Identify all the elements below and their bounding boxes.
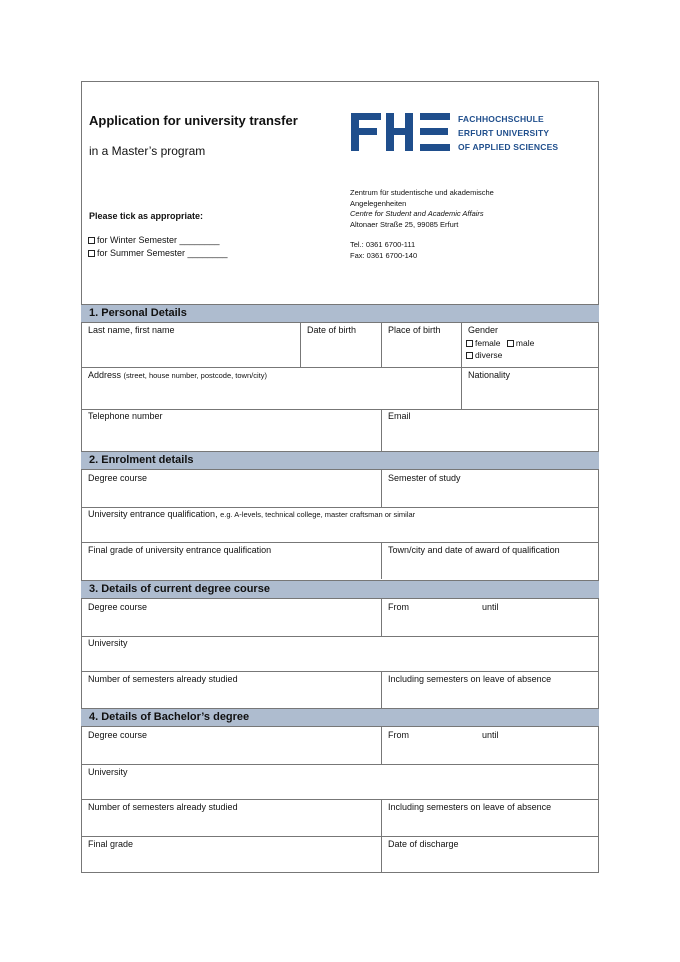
logo-line2: ERFURT UNIVERSITY	[458, 128, 550, 138]
logo-line1: FACHHOCHSCHULE	[458, 114, 544, 124]
label-address	[88, 370, 267, 380]
row-divider	[81, 636, 599, 637]
label-leave-semesters: Including semesters on leave of absence	[388, 802, 552, 812]
summer-label: for Summer Semester ________	[97, 248, 228, 258]
label-gender: Gender	[468, 325, 499, 335]
address-hint: (street, house number, postcode, town/city)	[123, 371, 267, 380]
row-divider	[81, 542, 599, 543]
office-tel: Tel.: 0361 6700-111	[350, 240, 416, 249]
diverse-label: diverse	[475, 350, 503, 360]
entrance-hint: e.g. A-levels, technical college, master craftsman or similar	[220, 510, 416, 519]
label-leave-semesters: Including semesters on leave of absence	[388, 674, 552, 684]
address-label: Address	[88, 370, 122, 380]
row-divider	[81, 409, 599, 410]
divider	[381, 671, 382, 708]
divider	[381, 727, 382, 764]
summer-checkbox[interactable]	[88, 250, 95, 257]
female-checkbox[interactable]	[466, 340, 473, 347]
label-degree-course: Degree course	[88, 730, 148, 740]
office-line2: Angelegenheiten	[350, 198, 407, 208]
label-pob: Place of birth	[388, 325, 441, 335]
label-from: From	[388, 730, 409, 740]
gender-diverse-option[interactable]	[466, 350, 502, 360]
male-label: male	[515, 338, 535, 348]
label-from: From	[388, 602, 409, 612]
label-date-discharge: Date of discharge	[388, 839, 459, 849]
office-address: Altonaer Straße 25, 99085 Erfurt	[350, 219, 459, 229]
label-final-grade: Final grade of university entrance qualification	[88, 545, 272, 555]
tick-instruction: Please tick as appropriate:	[89, 211, 204, 221]
divider	[381, 542, 382, 579]
row-divider	[81, 671, 599, 672]
form-title: Application for university transfer	[89, 113, 298, 128]
office-info	[350, 188, 494, 230]
label-phone: Telephone number	[88, 411, 163, 421]
row-divider	[81, 507, 599, 508]
logo-text	[458, 112, 558, 154]
divider	[381, 470, 382, 507]
label-semesters-studied: Number of semesters already studied	[88, 674, 238, 684]
section-bachelors-degree: 4. Details of Bachelor’s degree	[81, 708, 599, 727]
gender-female-option[interactable]	[466, 338, 534, 348]
divider	[300, 322, 301, 367]
winter-label: for Winter Semester ________	[97, 235, 220, 245]
office-line3: Centre for Student and Academic Affairs	[350, 209, 484, 218]
row-divider	[81, 367, 599, 368]
label-town-date: Town/city and date of award of qualification	[388, 545, 560, 555]
form-subtitle: in a Master’s program	[89, 144, 206, 158]
winter-semester-option[interactable]	[88, 235, 220, 245]
divider	[381, 322, 382, 367]
entrance-label: University entrance qualification,	[88, 509, 218, 519]
label-until: until	[482, 730, 499, 740]
label-university: University	[88, 638, 128, 648]
label-name: Last name, first name	[88, 325, 175, 335]
office-line1: Zentrum für studentische und akademische	[350, 188, 494, 197]
label-entrance-qualification	[88, 509, 415, 519]
label-degree-course: Degree course	[88, 602, 148, 612]
fhe-logo-mark	[350, 111, 450, 153]
office-contact	[350, 240, 417, 261]
label-university: University	[88, 767, 128, 777]
label-semester: Semester of study	[388, 473, 461, 483]
section-enrolment-details: 2. Enrolment details	[81, 451, 599, 470]
female-label: female	[475, 338, 501, 348]
row-divider	[81, 764, 599, 765]
section-current-degree: 3. Details of current degree course	[81, 580, 599, 599]
divider	[381, 599, 382, 636]
diverse-checkbox[interactable]	[466, 352, 473, 359]
logo-line3: OF APPLIED SCIENCES	[458, 142, 559, 152]
label-degree-course: Degree course	[88, 473, 148, 483]
divider	[381, 409, 382, 451]
label-email: Email	[388, 411, 411, 421]
divider	[461, 322, 462, 410]
label-semesters-studied: Number of semesters already studied	[88, 802, 238, 812]
male-checkbox[interactable]	[507, 340, 514, 347]
row-divider	[81, 799, 599, 800]
section-personal-details: 1. Personal Details	[81, 304, 599, 323]
label-dob: Date of birth	[307, 325, 357, 335]
label-nationality: Nationality	[468, 370, 511, 380]
summer-semester-option[interactable]	[88, 248, 228, 258]
row-divider	[81, 836, 599, 837]
label-final-grade: Final grade	[88, 839, 134, 849]
fhe-logo	[350, 111, 450, 158]
winter-checkbox[interactable]	[88, 237, 95, 244]
label-until: until	[482, 602, 499, 612]
form-frame	[81, 81, 599, 873]
office-fax: Fax: 0361 6700-140	[350, 250, 418, 260]
